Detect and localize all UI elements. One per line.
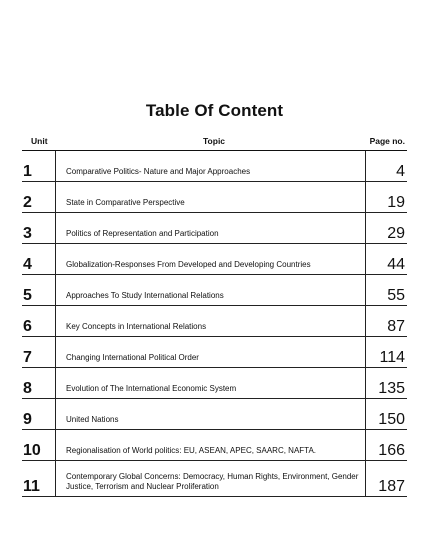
table-row [22,461,407,497]
page-number: 114 [379,349,405,366]
topic-title: Key Concepts in International Relations [66,322,207,331]
unit-number: 2 [23,194,32,211]
page-number: 44 [387,256,405,273]
unit-number: 5 [23,287,32,304]
header-unit: Unit [31,136,48,146]
table-row [22,213,407,244]
unit-number: 6 [23,318,32,335]
table-row [22,337,407,368]
unit-number: 10 [23,442,41,459]
topic-title: State in Comparative Perspective [66,198,185,207]
unit-number: 9 [23,411,32,428]
table-row [22,306,407,337]
table-header [22,136,407,148]
page-number: 187 [378,478,405,495]
page-number: 150 [378,411,405,428]
topic-title: Evolution of The International Economic System [66,384,237,393]
unit-number: 11 [23,478,40,495]
topic-title: United Nations [66,415,119,424]
page-number: 4 [396,163,405,180]
header-page: Page no. [369,136,405,146]
unit-number: 4 [23,256,32,273]
table-row [22,275,407,306]
topic-title: Politics of Representation and Participation [66,229,219,238]
unit-number: 3 [23,225,32,242]
page-number: 55 [387,287,405,304]
page-number: 87 [387,318,405,335]
topic-title: Changing International Political Order [66,353,199,362]
table-row [22,244,407,275]
topic-title: Contemporary Global Concerns: Democracy, Human Rights, Environment, Gender Justice, Terrorism and Nuclear Proliferation [66,472,359,491]
topic-title: Approaches To Study International Relations [66,291,224,300]
table-row [22,182,407,213]
header-topic: Topic [203,136,226,146]
toc-rows [22,151,407,497]
page-title: Table Of Content [145,101,284,120]
unit-number: 1 [23,163,32,180]
page-number: 166 [378,442,405,459]
page-number: 19 [387,194,405,211]
table-row [22,368,407,399]
topic-title: Globalization-Responses From Developed and Developing Countries [66,260,311,269]
table-row [22,430,407,461]
table-row [22,399,407,430]
page-number: 29 [387,225,405,242]
unit-number: 7 [23,349,32,366]
table-row [22,151,407,182]
topic-title: Regionalisation of World politics: EU, ASEAN, APEC, SAARC, NAFTA. [66,446,317,455]
page-number: 135 [378,380,405,397]
topic-title: Comparative Politics- Nature and Major Approaches [66,167,251,176]
unit-number: 8 [23,380,32,397]
